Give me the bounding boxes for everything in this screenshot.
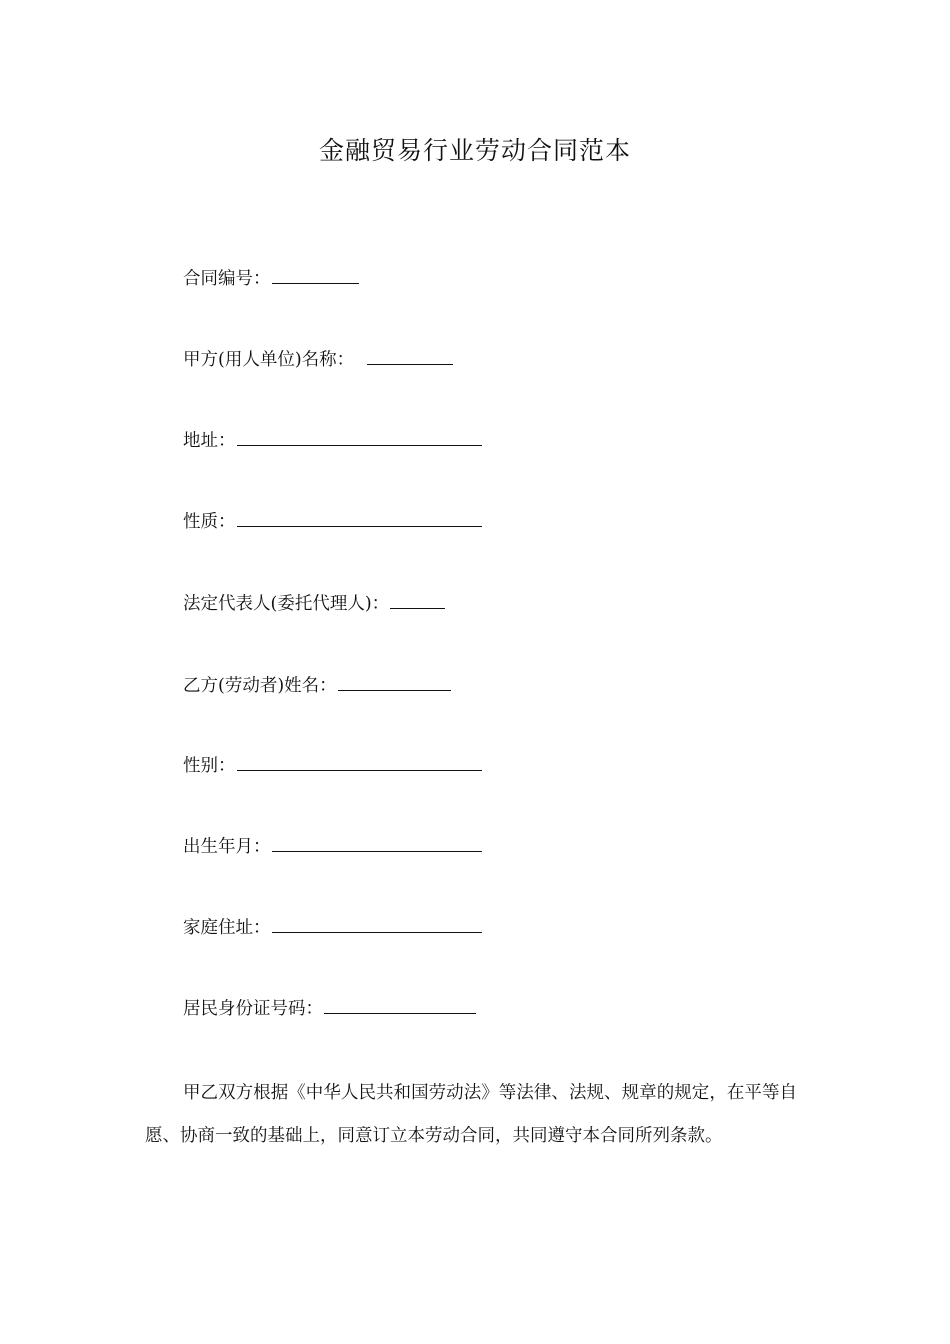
document-title: 金融贸易行业劳动合同范本 <box>318 136 631 165</box>
fill-in-blank[interactable] <box>272 833 482 852</box>
field-label: 法定代表人(委托代理人)： <box>183 594 390 614</box>
field-employee-name <box>183 672 451 699</box>
fill-in-blank[interactable] <box>324 995 476 1014</box>
field-home-address <box>183 914 482 941</box>
field-legal-representative <box>183 590 445 617</box>
fill-in-blank[interactable] <box>367 346 453 365</box>
field-label: 家庭住址： <box>183 918 271 938</box>
field-label: 居民身份证号码： <box>183 999 323 1019</box>
fill-in-blank[interactable] <box>237 508 482 527</box>
field-label: 地址： <box>183 431 236 451</box>
field-employer-name <box>183 346 453 373</box>
fill-in-blank[interactable] <box>338 672 451 691</box>
fill-in-blank[interactable] <box>272 914 482 933</box>
fill-in-blank[interactable] <box>237 427 482 446</box>
field-label: 合同编号： <box>183 269 271 289</box>
fill-in-blank[interactable] <box>390 590 445 609</box>
preamble-paragraph: 甲乙双方根据《中华人民共和国劳动法》等法律、法规、规章的规定，在平等自愿、协商一致的基础上，同意订立本劳动合同，共同遵守本合同所列条款。 <box>145 1083 797 1146</box>
field-birth-date <box>183 833 482 860</box>
field-address <box>183 427 482 454</box>
fill-in-blank[interactable] <box>237 752 482 771</box>
field-label: 出生年月： <box>183 837 271 857</box>
field-label: 乙方(劳动者)姓名： <box>183 676 337 696</box>
fill-in-blank[interactable] <box>272 265 359 284</box>
field-id-number <box>183 995 476 1022</box>
field-nature <box>183 508 482 535</box>
field-label: 甲方(用人单位)名称： <box>183 350 363 370</box>
field-contract-number <box>183 265 359 292</box>
field-label: 性别： <box>183 756 236 776</box>
field-label: 性质： <box>183 512 236 532</box>
field-gender <box>183 752 482 779</box>
